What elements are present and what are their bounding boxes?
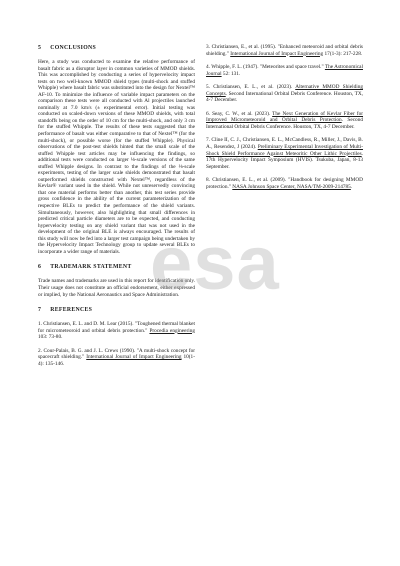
trademark-body: Trade names and trademarks are used in this report for identification only. Their usage does not constitute an official endorsement, either expressed or implied, by the National Aeronautics and Space Administration. [38,278,195,298]
references-heading [38,306,195,314]
reference-link[interactable]: Preliminary Experimental Investigation of Multi-Shock Shield Performance Against Meteoritic Other Lithic Projectiles [206,144,363,157]
reference-text: 2. Cour-Palais, B. G. and J. L. Crews (1990). "A multi-shock concept for spacecraft shielding." [38,347,195,361]
reference-item [38,321,195,341]
reference-item [206,111,363,131]
trademark-heading [38,263,195,271]
reference-tail: . Second International Orbital Debris Conference. Houston, TX, 4-7 December. [206,117,363,130]
reference-link[interactable]: NASA Johnson Space Center, NASA/TM-2009-214785 [232,183,351,190]
reference-item [206,64,363,77]
section-title: TRADEMARK STATEMENT [50,264,132,271]
reference-link[interactable]: International Journal of Impact Engineering [86,354,182,361]
reference-item [206,44,363,57]
conclusions-body: Here, a study was conducted to examine the relative performance of basalt fabric as a disruptor layer in common varieties of MMOD shields. This was accomplished by conducting a series of hypervelocity impact tests on two well-known MMOD shield types (multi-shock and stuffed Whipple) where basalt fabric was substituted into the design for Nextel™ AF-10. To minimize the influence of variable impact parameters on the comparison these tests were all conducted with Al projectiles launched nominally at 7.0 km/s (± experimental error). Initial testing was conducted on scaled-down versions of these MMOD shields, with total standoffs being on the order of 10 cm for the multi-shock, and only 3 cm for the stuffed Whipple. The results of these tests suggested that the performance of basalt was either comparative to that of Nextel™ (for the multi-shock), or possible worse (for the stuffed Whipple). Physical observations of the post-test shields hinted that the small scale of the stuffed Whipple test articles may be influencing the findings, so additional tests were conducted on larger ⅛-scale versions of the same stuffed Whipple designs. In contrast to the findings of the ⅛-scale experiments, testing of the larger scale shields demonstrated that basalt outperformed shields constructed with Nextel™, regardless of the Kevlar® variant used in the shield. While not unreservedly convincing that one material performs better than another, this test series provide gross confidence in the ability of the current parameterization of the respective BLEs to predict the performance of the shield variants. Simultaneously, however, also highlighting that small differences in predicted critical particle diameters are to be expected, and conducting hypervelocity testing on any shield variant that was not used in the development of the original BLE is always encouraged. The results of this study will now be fed into a larger test campaign being undertaken by the Hypervelocity Impact Technology group to update several BLEs to incorporate a wider range of materials. [38,59,195,255]
reference-link[interactable]: The Astronomical Journal [206,64,363,77]
reference-text: 7. Cline II, C. J., Christiansen, E. L., McCandless, R., Miller, J., Davis, B. A., Resendez, J (2024). [206,137,363,151]
reference-text: 8. Christiansen, E. L., et al. (2009). "Handbook for designing MMOD protection." [206,177,363,190]
references-list-right [206,44,363,190]
trademark-section [38,263,195,298]
reference-text: 1. Christiansen, E. L. and D. M. Lear (2015). "Toughened thermal blanket for micrometeoroid and orbital debris protection." [38,321,195,334]
esa-watermark: esa [150,221,280,306]
reference-tail: . Second International Orbital Debris Conference. Houston, TX, 4-7 December. [206,90,363,104]
reference-link[interactable]: International Journal of Impact Engineering [230,50,324,57]
reference-item [38,348,195,368]
section-number: 6 [38,264,42,271]
left-column [38,44,195,375]
section-number: 7 [38,307,42,314]
reference-text: 4. Whipple, F. L. (1947). "Meteorites and space travel." [206,64,325,71]
references-list-left [38,321,195,367]
reference-item [206,84,363,104]
reference-link[interactable]: Alternative MMOD Shielding Concepts [206,84,363,97]
right-column [206,44,363,197]
section-title: REFERENCES [50,307,93,314]
reference-text: 3. Christiansen, E., et al. (1995). "Enhanced meteoroid and orbital debris shielding." [206,44,363,57]
reference-text: 5. Christiansen, E. L., et al. (2023). [206,84,296,91]
reference-item [206,177,363,190]
conclusions-heading [38,44,195,52]
reference-item [206,137,363,170]
references-section [38,306,195,367]
reference-tail: . 17th Hypervelocity Impact Symposium (HVIS). Tsukuba, Japan, 8-13 September. [206,150,363,170]
reference-link[interactable]: The Next Generation of Kevlar Fiber for Improved Micrometeoroid and Orbital Debris Protection [206,110,363,124]
reference-tail: 103: 73-80. [38,334,63,341]
reference-link[interactable]: Procedia engineering [149,327,195,334]
reference-tail: 10(1-4): 135-146. [38,354,195,367]
reference-tail: 17(1-3): 217-228. [323,50,363,57]
reference-text: 6. Seay, C. W., et al. (2023). [206,110,273,117]
reference-tail: 52: 131. [221,70,241,77]
section-number: 5 [38,45,42,51]
conclusions-section [38,44,195,255]
reference-tail: . [350,183,353,190]
section-title: CONCLUSIONS [50,45,97,51]
